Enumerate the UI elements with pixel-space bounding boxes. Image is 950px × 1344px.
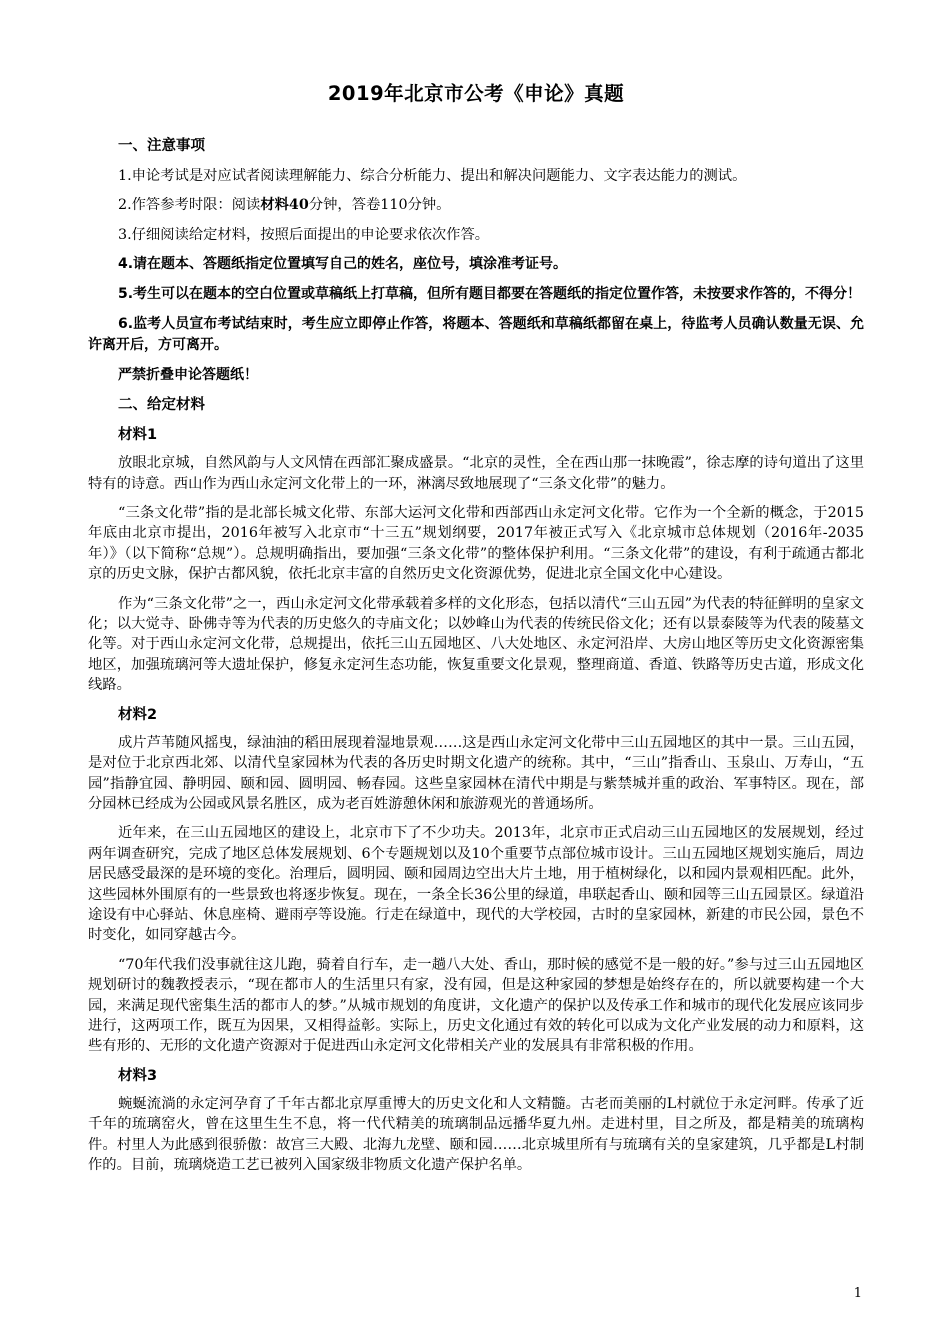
note-2 [88,195,864,215]
warning-text: 严禁折叠申论答题纸！ [118,367,258,384]
material-1-label: 材料1 [118,427,158,444]
note-5: 5.考生可以在题本的空白位置或草稿纸上打草稿，但所有题目都要在答题纸的指定位置作答，未按要求作答的，不得分！ [118,286,862,303]
page-number: 1 [853,1286,862,1301]
paragraph: 成片芦苇随风摇曳，绿油油的稻田展现着湿地景观……这是西山永定河文化带中三山五园地区的其中一景。三山五园，是对位于北京西北郊、以清代皇家园林为代表的各历史时期文化遗产的统称。其中，“三山”指香山、玉泉山、万寿山，“五园”指静宜园、静明园、颐和园、圆明园、畅春园。这些皇家园林在清代中期是与紫禁城并重的政治、军事特区。现在，部分园林已经成为公园或风景名胜区，成为老百姓游憩休闲和旅游观光的普通场所。 [88,734,864,812]
section-heading-materials: 二、给定材料 [118,397,205,414]
paragraph: “70年代我们没事就往这儿跑，骑着自行车，走一趟八大处、香山，那时候的感觉不是一般的好。”参与过三山五园地区规划研讨的魏教授表示，“现在都市人的生活里只有家，没有园，但是这种家园的梦想是始终存在的，所以就要构建一个大园，来满足现代密集生活的都市人的梦。”从城市规划的角度讲，文化遗产的保护以及传承工作和城市的现代化发展应该同步进行，这两项工作，既互为因果，又相得益彰。实际上，历史文化通过有效的转化可以成为文化产业发展的动力和原料，这些有形的、无形的文化遗产资源对于促进西山永定河文化带相关产业的发展具有非常积极的作用。 [88,956,864,1055]
paragraph: 近年来，在三山五园地区的建设上，北京市下了不少功夫。2013年，北京市正式启动三山五园地区的发展规划，经过两年调查研究，完成了地区总体发展规划、6个专题规划以及10个重要节点部位城市设计。三山五园地区规划实施后，周边居民感受最深的是环境的变化。治理后，圆明园、颐和园周边空出大片土地，用于植树绿化，以和园内景观相匹配。此外，这些园林外围原有的一些景致也将逐步恢复。现在，一条全长36公里的绿道，串联起香山、颐和园等三山五园景区。绿道沿途设有中心驿站、休息座椅、避雨亭等设施。行走在绿道中，现代的大学校园，古时的皇家园林，新建的市民公园，景色不时变化，如同穿越古今。 [88,825,864,944]
note-3: 3.仔细阅读给定材料，按照后面提出的申论要求依次作答。 [118,226,490,243]
paragraph: “三条文化带”指的是北部长城文化带、东部大运河文化带和西部西山永定河文化带。它作为一个全新的概念，于2015年底由北京市提出，2016年被写入北京市“十三五”规划纲要，2017年被正式写入《北京城市总体规划（2016年-2035年）》（以下简称“总规”）。总规明确指出，要加强“三条文化带”的整体保护利用。“三条文化带”的建设，有利于疏通古都北京的历史文脉，保护古都风貌，依托北京丰富的自然历史文化资源优势，促进北京全国文化中心建设。 [88,505,864,583]
note-6: 6.监考人员宣布考试结束时，考生应立即停止作答，将题本、答题纸和草稿纸都留在桌上，待监考人员确认数量无误、允许离开后，方可离开。 [88,316,864,354]
note-2-pre: 2.作答参考时限：阅读 [118,197,261,214]
page-title: 2019年北京市公考《申论》真题 [327,82,625,105]
note-4: 4.请在题本、答题纸指定位置填写自己的姓名，座位号，填涂准考证号。 [118,256,568,273]
note-2-post: 分钟，答卷110分钟。 [308,197,451,214]
paragraph: 放眼北京城，自然风韵与人文风情在西部汇聚成盛景。“北京的灵性，全在西山那一抹晚霞”，徐志摩的诗句道出了这里特有的诗意。西山作为西山永定河文化带上的一环，淋漓尽致地展现了“三条文化带”的魅力。 [88,455,864,492]
paragraph: 蜿蜒流淌的永定河孕育了千年古都北京厚重博大的历史文化和人文精髓。古老而美丽的L村就位于永定河畔。传承了近千年的琉璃窑火，曾在这里生生不息，将一代代精美的琉璃制品远播华夏九州。走进村里，目之所及，都是精美的琉璃构件。村里人为此感到很骄傲：故宫三大殿、北海九龙壁、颐和园……北京城里所有与琉璃有关的皇家建筑，几乎都是L村制作的。目前，琉璃烧造工艺已被列入国家级非物质文化遗产保护名单。 [88,1095,864,1173]
note-1: 1.申论考试是对应试者阅读理解能力、综合分析能力、提出和解决问题能力、文字表达能力的测试。 [118,168,747,184]
document-page [88,78,864,1184]
section-heading-notes: 一、注意事项 [118,138,205,154]
material-3-label: 材料3 [118,1067,158,1084]
material-2-label: 材料2 [118,706,158,723]
paragraph: 作为“三条文化带”之一，西山永定河文化带承载着多样的文化形态，包括以清代“三山五园”为代表的特征鲜明的皇家文化；以大觉寺、卧佛寺等为代表的历史悠久的寺庙文化；以妙峰山为代表的传统民俗文化；还有以景泰陵等为代表的陵墓文化等。对于西山永定河文化带，总规提出，依托三山五园地区、八大处地区、永定河沿岸、大房山地区等历史文化资源密集地区，加强琉璃河等大遗址保护，修复永定河生态功能，恢复重要文化景观，整理商道、香道、铁路等历史古道，形成文化线路。 [88,595,864,694]
note-2-bold: 材料40 [260,197,309,214]
